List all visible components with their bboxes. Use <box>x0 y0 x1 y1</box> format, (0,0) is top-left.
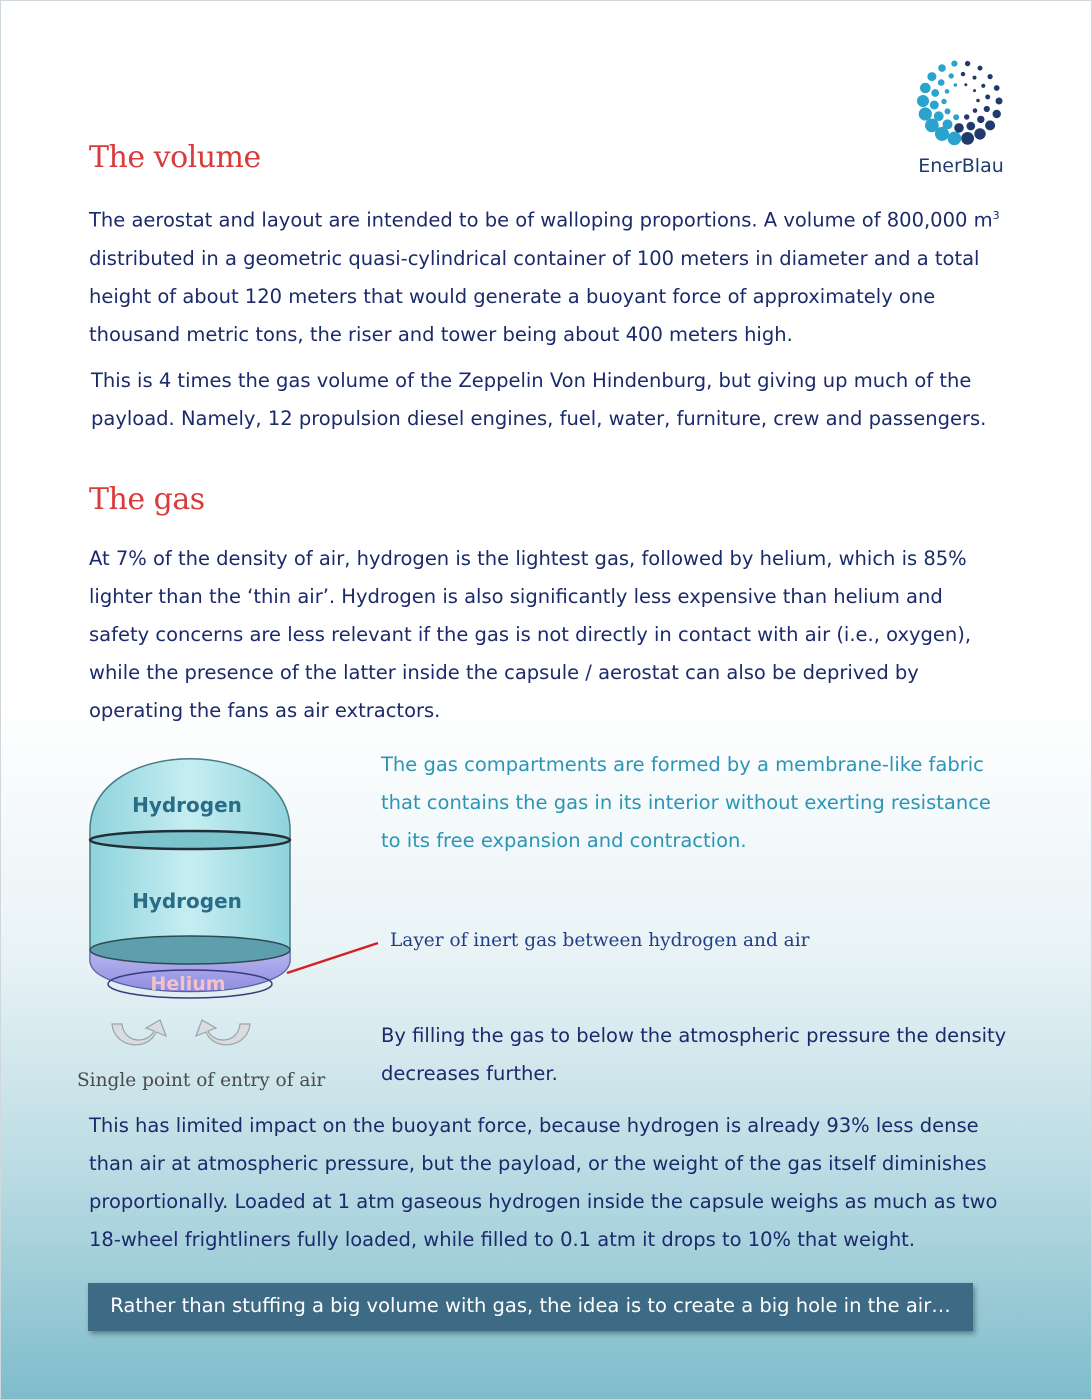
logo-dot <box>964 83 967 86</box>
logo-dot <box>934 111 944 121</box>
enerblau-logo <box>902 55 1020 185</box>
gas-heading: The gas <box>89 482 205 517</box>
logo-dot <box>945 108 951 114</box>
logo-dot <box>951 61 957 67</box>
volume-paragraph-2: This is 4 times the gas volume of the Zeppelin Von Hindenburg, but giving up much of the payload. Namely, 12 propulsion diesel engines, fuel, water, furniture, crew and passengers. <box>91 369 987 430</box>
logo-dot <box>945 89 950 94</box>
logo-dot <box>927 72 936 81</box>
air-entry-caption: Single point of entry of air <box>77 1070 326 1091</box>
logo-dot <box>973 76 977 80</box>
tank-label-middle: Hydrogen <box>132 889 242 913</box>
logo-dot <box>965 61 970 66</box>
air-entry-arrows-icon <box>108 1018 258 1058</box>
logo-dot <box>976 99 980 103</box>
tank-label-top: Hydrogen <box>132 793 242 817</box>
logo-dot <box>931 89 939 97</box>
logo-dot <box>964 114 969 119</box>
logo-dot <box>993 110 1001 118</box>
logo-dot <box>919 107 932 120</box>
dots-circle-logo-icon <box>902 55 1020 150</box>
logo-dot <box>930 101 939 110</box>
tank-label-bottom: Helium <box>150 973 226 995</box>
logo-text: EnerBlau <box>918 155 1004 177</box>
logo-dot <box>938 64 946 72</box>
conclusion-banner: Rather than stuffing a big volume with gas, the idea is to create a big hole in the air… <box>88 1283 973 1331</box>
gas-paragraph-2: This has limited impact on the buoyant force, because hydrogen is already 93% less dense than air at atmospheric pressure, but the payload, or the weight of the gas itself diminishes proportionally. Loaded at 1 atm gaseous hydrogen inside the capsule weighs as much as two 18-wheel frightliners fully loaded, while filled to 0.1 atm it drops to 10% that weight. <box>89 1114 998 1251</box>
compartments-text: The gas compartments are formed by a membrane-like fabric that contains the gas in its interior without exerting resistance to its free expansion and contraction. <box>381 753 991 852</box>
logo-dot <box>943 119 953 129</box>
pointer-line <box>285 940 380 976</box>
logo-dot <box>917 95 929 107</box>
logo-dot <box>981 84 985 88</box>
logo-dot <box>948 132 962 146</box>
logo-dot <box>967 122 976 131</box>
logo-dot <box>985 95 990 100</box>
logo-dot <box>973 108 978 113</box>
logo-dot <box>974 128 985 139</box>
logo-dot <box>953 114 959 120</box>
gas-paragraph-1: At 7% of the density of air, hydrogen is the lightest gas, followed by helium, which is 85% lighter than the ‘thin air’. Hydrogen is also significantly less expensive than helium and safety concerns are less relevant if the gas is not directly in contact with air (i.e., oxygen), while the presence of the latter inside the capsule / aerostat can also be deprived by operating the fans as air extractors. <box>89 547 972 722</box>
logo-dot <box>938 79 945 86</box>
volume-heading: The volume <box>89 140 261 175</box>
logo-dot <box>961 132 974 145</box>
logo-dot <box>996 98 1003 105</box>
filling-text: By filling the gas to below the atmospheric pressure the density decreases further. <box>381 1024 1007 1085</box>
logo-dot <box>954 83 958 87</box>
logo-dot <box>961 72 965 76</box>
logo-dot <box>988 74 993 79</box>
logo-dot <box>994 85 1000 91</box>
logo-dot <box>954 123 964 133</box>
volume-paragraph-1: The aerostat and layout are intended to be of walloping proportions. A volume of 800,000 $m^3$ distributed in a geometric quasi-cylindrical container of 100 meters in diameter and a total height of about 120 meters that would generate a buoyant force of approximately one thousand metric tons, the riser and tower being about 400 meters high. <box>89 208 1000 346</box>
logo-dot <box>941 99 946 104</box>
logo-dot <box>978 66 983 71</box>
logo-dot <box>984 106 990 112</box>
logo-dot <box>949 73 954 78</box>
logo-dot <box>973 89 976 92</box>
inert-layer-note: Layer of inert gas between hydrogen and air <box>390 930 810 951</box>
logo-dot <box>920 83 931 94</box>
logo-dot <box>985 120 995 130</box>
logo-dot <box>977 116 984 123</box>
